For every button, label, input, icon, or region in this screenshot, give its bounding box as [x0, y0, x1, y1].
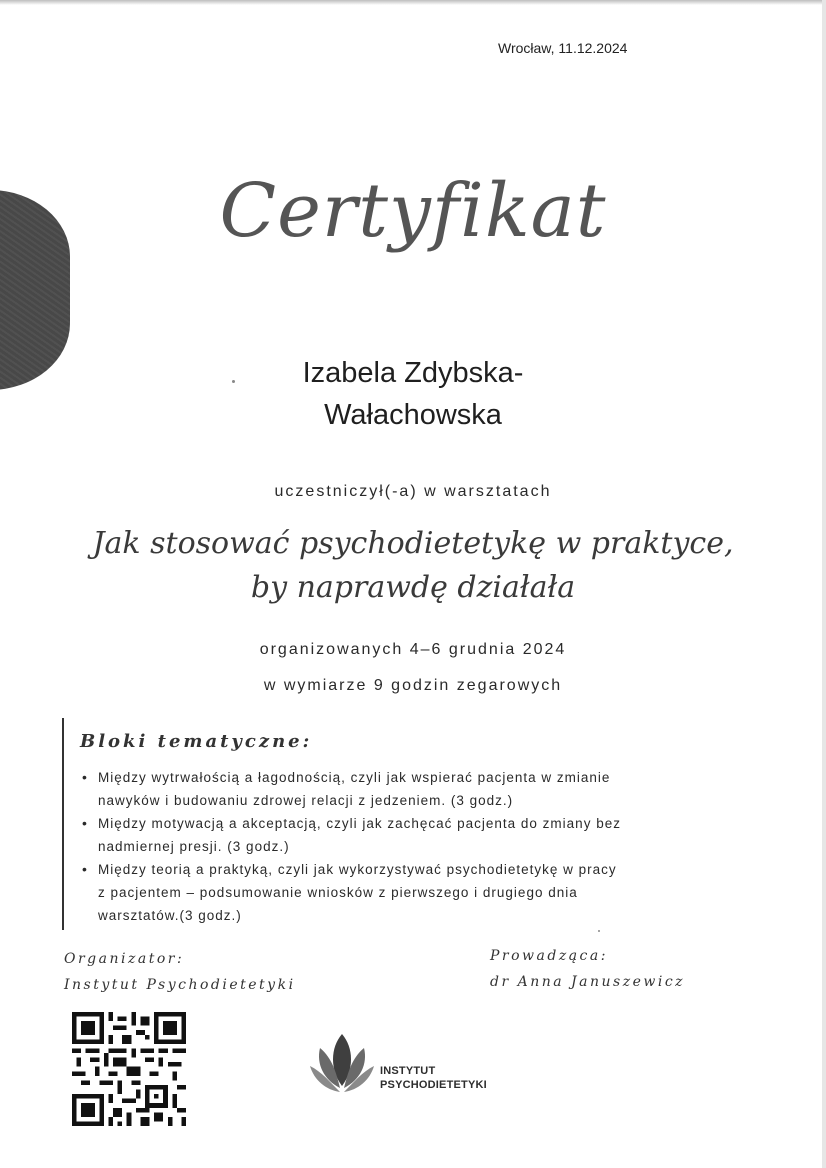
lead-label: Prowadząca:: [490, 948, 608, 964]
organizer-name: Instytut Psychodietetyki: [64, 977, 296, 993]
participation-text: uczestniczył(-a) w warsztatach: [274, 483, 552, 500]
recipient-name-line2: Wałachowska: [324, 399, 502, 431]
topic-line: • Między teorią a praktyką, czyli jak wykorzystywać psychodietetykę w pracy: [98, 862, 617, 877]
workshop-title-line2: by naprawdę działała: [250, 570, 576, 605]
topic-line: nawyków i budowaniu zdrowej relacji z jedzeniem. (3 godz.): [98, 793, 514, 808]
topic-line: nadmiernej presji. (3 godz.): [98, 839, 290, 854]
topic-line: warsztatów.(3 godz.): [98, 908, 242, 923]
workshop-title-line1: Jak stosować psychodietetykę w praktyce,: [92, 526, 734, 561]
logo-line1: INSTYTUT: [380, 1065, 436, 1077]
workshop-hours: w wymiarze 9 godzin zegarowych: [263, 677, 563, 694]
list-item: [78, 812, 738, 858]
logo-line2: PSYCHODIETETYKI: [380, 1079, 487, 1091]
list-item: [78, 858, 738, 927]
topic-line: • Między motywacją a akceptacją, czyli jak zachęcać pacjenta do zmiany bez: [98, 816, 621, 831]
lead-name: dr Anna Januszewicz: [490, 974, 686, 990]
topics-list: [78, 766, 738, 927]
workshop-dates: organizowanych 4–6 grudnia 2024: [259, 641, 567, 658]
list-item: [78, 766, 738, 812]
scan-speck: [598, 930, 600, 932]
topic-line: • Między wytrwałością a łagodnością, czyli jak wspierać pacjenta w zmianie: [98, 770, 611, 785]
place-date: Wrocław, 11.12.2024: [498, 40, 628, 56]
organizer-label: Organizator:: [64, 951, 185, 967]
topics-divider: [62, 718, 64, 930]
recipient-name: [0, 352, 826, 436]
qr-code-icon: [72, 1012, 186, 1126]
scan-top-edge: [0, 0, 826, 5]
scan-speck: [232, 380, 235, 383]
lotus-icon: [308, 1030, 376, 1100]
workshop-title: [0, 522, 826, 610]
topic-line: z pacjentem – podsumowanie wniosków z pierwszego i drugiego dnia: [98, 885, 578, 900]
recipient-name-line1: Izabela Zdybska-: [302, 357, 524, 389]
topics-heading: Bloki tematyczne:: [80, 731, 313, 752]
certificate-title: Certyfikat: [219, 168, 607, 254]
logo-wordmark: [380, 1064, 487, 1092]
